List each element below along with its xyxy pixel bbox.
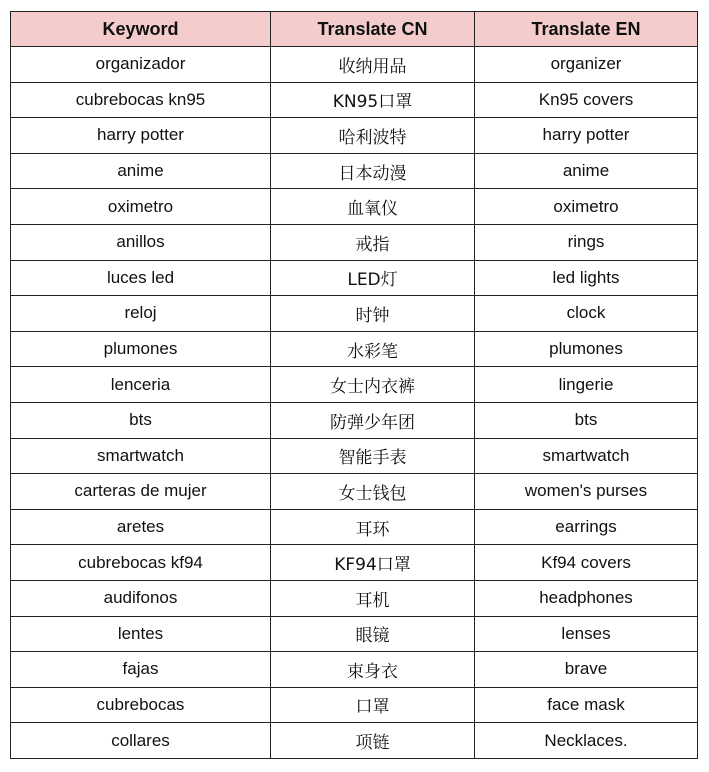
keyword-cell: harry potter [11,118,271,154]
translate-en-cell: plumones [475,331,698,367]
table-row [11,474,698,510]
translate-cn-cell: 哈利波特 [271,118,475,154]
translate-cn-cell: 眼镜 [271,616,475,652]
translate-cn-cell: KN95口罩 [271,82,475,118]
table-row [11,723,698,759]
keyword-cell: aretes [11,509,271,545]
keyword-cell: cubrebocas [11,687,271,723]
keyword-translation-table [10,11,698,759]
keyword-cell: anillos [11,224,271,260]
translate-en-cell: lingerie [475,367,698,403]
translate-en-cell: headphones [475,580,698,616]
keyword-cell: smartwatch [11,438,271,474]
translate-cn-cell: 项链 [271,723,475,759]
translate-cn-cell: 防弹少年团 [271,402,475,438]
translate-en-cell: harry potter [475,118,698,154]
translate-cn-cell: 耳环 [271,509,475,545]
keyword-cell: organizador [11,47,271,83]
translate-en-cell: face mask [475,687,698,723]
header-row [11,12,698,47]
translate-en-cell: oximetro [475,189,698,225]
translate-cn-cell: 水彩笔 [271,331,475,367]
translate-cn-cell: LED灯 [271,260,475,296]
keyword-cell: fajas [11,652,271,688]
keyword-cell: luces led [11,260,271,296]
translate-en-cell: led lights [475,260,698,296]
translate-en-cell: women's purses [475,474,698,510]
table-row [11,189,698,225]
translate-cn-cell: 时钟 [271,296,475,332]
keyword-translation-table-container [10,11,697,759]
table-row [11,616,698,652]
table-row [11,47,698,83]
keyword-cell: audifonos [11,580,271,616]
table-header [11,12,698,47]
translate-cn-cell: 束身衣 [271,652,475,688]
translate-cn-cell: 女士钱包 [271,474,475,510]
translate-cn-cell: 耳机 [271,580,475,616]
keyword-cell: reloj [11,296,271,332]
keyword-cell: lentes [11,616,271,652]
table-row [11,438,698,474]
table-row [11,580,698,616]
translate-cn-cell: KF94口罩 [271,545,475,581]
translate-en-cell: bts [475,402,698,438]
keyword-cell: cubrebocas kn95 [11,82,271,118]
translate-en-cell: organizer [475,47,698,83]
translate-en-cell: lenses [475,616,698,652]
table-row [11,296,698,332]
keyword-cell: bts [11,402,271,438]
keyword-cell: cubrebocas kf94 [11,545,271,581]
table-row [11,652,698,688]
translate-cn-cell: 戒指 [271,224,475,260]
translate-cn-cell: 口罩 [271,687,475,723]
keyword-cell: plumones [11,331,271,367]
table-row [11,118,698,154]
translate-en-cell: brave [475,652,698,688]
table-row [11,402,698,438]
table-row [11,545,698,581]
header-keyword: Keyword [11,12,271,47]
table-row [11,367,698,403]
translate-en-cell: anime [475,153,698,189]
keyword-cell: oximetro [11,189,271,225]
translate-cn-cell: 日本动漫 [271,153,475,189]
header-translate-en: Translate EN [475,12,698,47]
keyword-cell: collares [11,723,271,759]
translate-cn-cell: 女士内衣裤 [271,367,475,403]
table-row [11,331,698,367]
translate-cn-cell: 智能手表 [271,438,475,474]
translate-en-cell: rings [475,224,698,260]
translate-cn-cell: 收纳用品 [271,47,475,83]
table-row [11,224,698,260]
table-row [11,82,698,118]
header-translate-cn: Translate CN [271,12,475,47]
table-row [11,260,698,296]
translate-en-cell: earrings [475,509,698,545]
table-row [11,509,698,545]
translate-en-cell: Necklaces. [475,723,698,759]
table-row [11,687,698,723]
keyword-cell: anime [11,153,271,189]
table-row [11,153,698,189]
keyword-cell: lenceria [11,367,271,403]
table-body [11,47,698,759]
translate-en-cell: Kn95 covers [475,82,698,118]
translate-en-cell: smartwatch [475,438,698,474]
translate-cn-cell: 血氧仪 [271,189,475,225]
translate-en-cell: Kf94 covers [475,545,698,581]
keyword-cell: carteras de mujer [11,474,271,510]
translate-en-cell: clock [475,296,698,332]
